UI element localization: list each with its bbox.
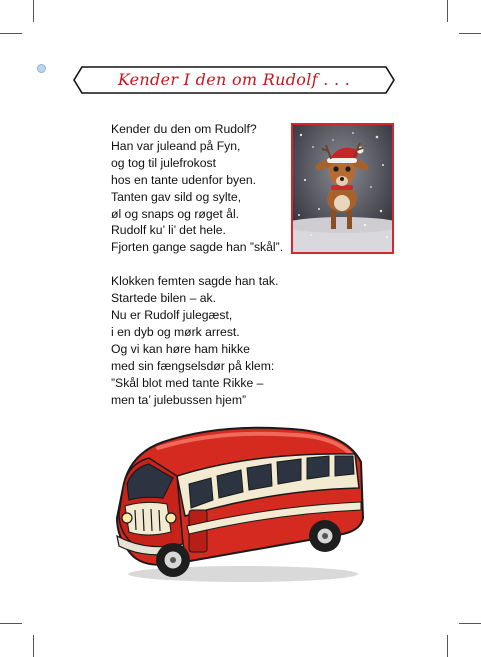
poem-line: Rudolf ku’ li’ det hele. xyxy=(111,223,226,238)
poem-line: Fjorten gange sagde han ”skål”. xyxy=(111,240,284,255)
crop-mark xyxy=(447,635,448,657)
reindeer-illustration xyxy=(293,125,392,252)
reindeer-photo xyxy=(291,123,394,254)
crop-mark xyxy=(33,635,34,657)
poem-line: ”Skål blot med tante Rikke – xyxy=(111,375,264,390)
poem-line: Og vi kan høre ham hikke xyxy=(111,341,250,356)
poem-line: med sin fængselsdør på klem: xyxy=(111,358,275,373)
crop-mark xyxy=(0,623,22,624)
poem-line: Han var juleand på Fyn, xyxy=(111,138,241,153)
poem-line: Kender du den om Rudolf? xyxy=(111,122,257,136)
poem-line: hos en tante udenfor byen. xyxy=(111,172,257,187)
poem-line: øl og snaps og røget ål. xyxy=(111,206,240,221)
poem xyxy=(111,121,311,409)
crop-mark xyxy=(459,33,481,34)
registration-mark xyxy=(37,64,46,73)
poem-line: men ta’ julebussen hjem” xyxy=(111,392,247,407)
title-banner xyxy=(73,66,395,94)
page-title: Kender I den om Rudolf . . . xyxy=(117,70,351,89)
poem-line: Tanten gav sild og sylte, xyxy=(111,189,242,204)
crop-mark xyxy=(33,0,34,22)
bus-illustration xyxy=(103,414,371,586)
poem-line: Nu er Rudolf julegæst, xyxy=(111,308,233,323)
crop-mark xyxy=(0,33,22,34)
crop-mark xyxy=(459,623,481,624)
poem-line: og tog til julefrokost xyxy=(111,155,217,170)
crop-mark xyxy=(447,0,448,22)
poem-line: i en dyb og mørk arrest. xyxy=(111,324,240,339)
poem-line: Klokken femten sagde han tak. xyxy=(111,274,279,289)
stanza-break xyxy=(111,256,311,273)
poem-line: Startede bilen – ak. xyxy=(111,291,217,306)
